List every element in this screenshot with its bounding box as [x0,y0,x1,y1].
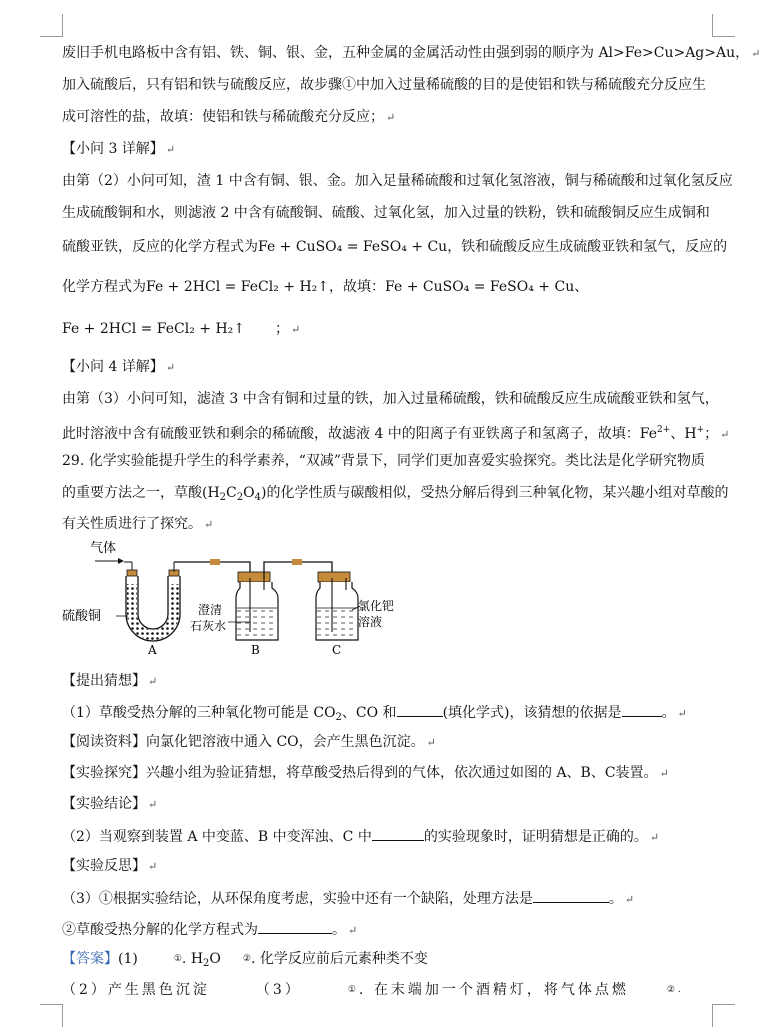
line-end-mark: ↵ [148,675,158,688]
cuso4-label: 硫酸铜 [62,609,102,624]
line-end-mark: ↵ [204,518,214,531]
line-end-mark: ↵ [677,707,687,720]
line-end-mark: ↵ [624,893,635,906]
corner-mark-bottom-left [40,1004,63,1027]
text-line: 有关性质进行了探究。 ↵ [62,516,214,532]
text-line: 化学方程式为Fe + 2HCl = FeCl₂ + H₂↑，故填：Fe + CuSO₄ = FeSO₄ + Cu、 [62,279,589,295]
line-end-mark: ↵ [649,831,660,844]
apparatus-b-label: B [251,643,260,657]
text-line: 成可溶性的盐，故填：使铝和铁与稀硫酸充分反应； ↵ [62,109,396,125]
line-end-mark: ↵ [386,111,396,124]
question-4: ②草酸受热分解的化学方程式为 。 ↵ [62,919,357,940]
limewater-label-2: 石灰水 [190,619,227,633]
section-heading: 【实验反思】 ↵ [62,858,158,874]
answer-blank[interactable] [397,702,443,717]
reading-material: 【阅读资料】向氯化钯溶液中通入 CO，会产生黑色沉淀。 ↵ [62,734,436,750]
answer-blank[interactable] [372,826,424,841]
apparatus-a-u-tube [124,562,180,641]
text-line: 此时溶液中含有硫酸亚铁和剩余的稀硫酸，故滤液 4 中的阳离子有亚铁离子和氢离子，故填：$Fe^{2+}$、H+； ↵ [62,425,730,442]
equation: Fe + 2HCl = FeCl₂ + H₂↑ [62,321,246,337]
line-end-mark: ↵ [148,798,158,811]
text-line: 加入硫酸后，只有铝和铁与硫酸反应，故步骤①中加入过量稀硫酸的目的是使铝和铁与稀硫酸充分反应生 [62,77,706,93]
text-line: Fe + 2HCl = FeCl₂ + H₂↑ ； ↵ [62,321,301,337]
corner-mark-bottom-right [712,1004,735,1027]
text-line: 生成硫酸铜和水，则滤液 2 中含有硫酸铜、硫酸、过氧化氢，加入过量的铁粉，铁和硫酸铜反应生成铜和 [62,205,710,221]
apparatus-c-label: C [332,643,342,657]
apparatus-a-label: A [148,643,157,657]
experiment-apparatus-figure [60,536,410,660]
section-heading: 【实验结论】 ↵ [62,796,158,812]
apparatus-c-bottle [316,572,358,640]
apparatus-b-bottle [236,572,278,640]
text-line: 由第（3）小问可知，滤渣 3 中含有铜和过量的铁，加入过量稀硫酸，铁和硫酸反应生成硫酸亚铁和氢气， [62,391,719,407]
gas-inlet-arrow [95,558,124,564]
pdcl2-label-1: 氯化钯 [358,599,395,613]
question-2: （2）当观察到装置 A 中变蓝、B 中变浑浊、C 中 的实验现象时，证明猜想是正确的。 ↵ [62,826,659,847]
text-line: 硫酸亚铁，反应的化学方程式为Fe + CuSO₄ = FeSO₄ + Cu，铁和硫酸反应生成硫酸亚铁和氢气，反应的 [62,239,728,255]
text-line: 的重要方法之一，草酸$(H_2C_2O_4)$的化学性质与碳酸相似，受热分解后得到三种氧化物，某兴趣小组对草酸的 [62,485,729,503]
pdcl2-label-2: 溶液 [358,615,383,629]
limewater-label-1: 澄清 [198,603,223,617]
answer-tag: 【答案】 [62,951,118,967]
line-end-mark: ↵ [148,860,158,873]
answer-blank[interactable] [533,888,609,903]
corner-mark-top-left [40,14,63,37]
line-end-mark: ↵ [426,736,436,749]
line-end-mark: ↵ [720,428,730,441]
answer-line: （2）产生黑色沉淀 （3） ①. 在末端加一个酒精灯，将气体点燃 ②. [62,982,684,998]
line-end-mark: ↵ [291,323,301,336]
equation: Fe + 2HCl = FeCl₂ + H₂↑ [146,279,330,295]
question-3: （3）①根据实验结论，从环保角度考虑，实验中还有一个缺陷，处理方法是 。 ↵ [62,888,634,909]
question-1: （1）草酸受热分解的三种氧化物可能是 $CO_2$、CO 和 (填化学式)，该猜想的依据是 。 ↵ [62,702,687,727]
line-end-mark: ↵ [659,767,669,780]
text-line: 由第（2）小问可知，渣 1 中含有铜、银、金。加入足量稀硫酸和过氧化氢溶液，铜与稀硫酸和过氧化氢反应 [62,173,733,189]
equation: Fe + CuSO₄ = FeSO₄ + Cu [258,239,448,255]
line-end-mark: ↵ [165,361,176,374]
experiment-inquiry: 【实验探究】兴趣小组为验证猜想，将草酸受热后得到的气体，依次通过如图的 A、B、C装置。 ↵ [62,765,669,781]
line-end-mark: ↵ [165,143,176,156]
answer-line: 【答案】(1) ①. $H_2O$ ②. 化学反应前后元素种类不变 [62,951,428,969]
answer-blank[interactable] [258,919,332,934]
answer-blank[interactable] [622,702,662,717]
equation: Fe + CuSO₄ = FeSO₄ + Cu [385,279,575,295]
gas-label: 气体 [90,541,117,556]
section-heading: 【提出猜想】 ↵ [62,673,158,689]
question-29: 29. 化学实验能提升学生的科学素养，“双减”背景下，同学们更加喜爱实验探究。类比法是化学研究物质 [62,453,706,469]
text-line: 废旧手机电路板中含有铝、铁、铜、银、金，五种金属的金属活动性由强到弱的顺序为 Al>Fe>Cu>Ag>Au， ↵ [62,45,761,61]
section-heading: 【小问 3 详解】 ↵ [62,141,176,157]
line-end-mark: ↵ [751,47,761,60]
line-end-mark: ↵ [348,924,358,937]
corner-mark-top-right [712,14,735,37]
section-heading: 【小问 4 详解】 ↵ [62,359,176,375]
